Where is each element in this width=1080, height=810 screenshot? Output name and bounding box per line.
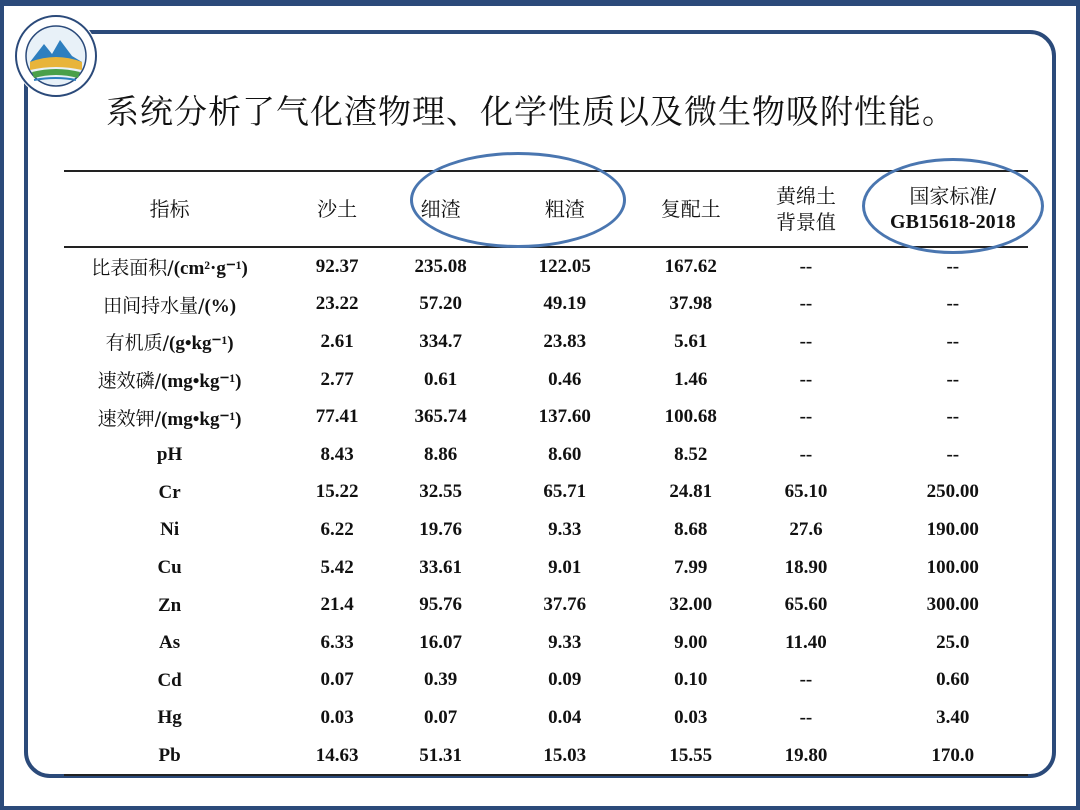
row-label (64, 586, 275, 624)
table-cell: 5.42 (320, 556, 354, 578)
table-cell: 24.81 (669, 481, 713, 503)
table-row (64, 737, 1028, 776)
table-cell: 190.00 (926, 518, 979, 540)
table-cell: -- (946, 406, 960, 428)
row-label-zh: 有机质/ (105, 332, 169, 355)
table-row (64, 361, 1028, 399)
table-cell: 16.07 (419, 631, 462, 653)
table-cell: 8.86 (424, 443, 458, 465)
row-label-zh: 速效钾/ (97, 407, 162, 430)
table-cell: 0.07 (424, 706, 458, 728)
header-fine-slag: 细渣 (399, 171, 482, 247)
header-indicator: 指标 (64, 171, 275, 247)
table-row (64, 549, 1028, 587)
table-row (64, 624, 1028, 662)
table-cell: 6.33 (320, 631, 354, 653)
table-row (64, 247, 1028, 286)
table-cell: 137.60 (538, 406, 591, 428)
header-loess-line1: 黄绵土 (775, 184, 836, 208)
table-cell: 32.00 (669, 594, 713, 616)
row-label-zh: 田间持水量/ (103, 294, 205, 317)
table-cell: 100.00 (926, 556, 979, 578)
table-row (64, 586, 1028, 624)
table-cell: 0.39 (424, 669, 458, 691)
row-label-en: Hg (157, 707, 182, 729)
table-row (64, 436, 1028, 474)
row-label (64, 662, 275, 700)
table-cell: 23.83 (543, 330, 587, 352)
row-label-en: pH (156, 444, 183, 466)
row-label (64, 436, 275, 474)
row-label-en: Cd (157, 669, 182, 691)
row-label-en: (mg•kg⁻¹) (161, 408, 242, 430)
table-cell: 2.61 (320, 330, 354, 352)
table-cell: 77.41 (315, 406, 359, 428)
row-label (64, 398, 275, 436)
row-label-en: As (159, 632, 181, 654)
table-cell: 170.0 (878, 737, 1028, 776)
table-cell: -- (946, 255, 960, 277)
table-cell: 57.20 (419, 293, 462, 315)
table-cell: -- (799, 293, 813, 315)
table-cell: 65.71 (543, 481, 587, 503)
table-row (64, 511, 1028, 549)
table-cell: 9.01 (548, 556, 582, 578)
table-cell: 65.10 (784, 481, 828, 503)
table-cell: 15.22 (315, 481, 359, 503)
row-label-en: Zn (157, 594, 182, 616)
table-cell: 235.08 (414, 255, 467, 277)
table-cell: 25.0 (936, 631, 970, 653)
row-label-en: Cr (158, 481, 181, 503)
table-row (64, 323, 1028, 361)
row-label (64, 624, 275, 662)
left-border-bar (0, 0, 4, 810)
row-label-zh: 速效磷/ (97, 370, 162, 393)
table-cell: 2.77 (320, 368, 354, 390)
header-sand: 沙土 (275, 171, 399, 247)
table-cell: 0.03 (320, 706, 354, 728)
highlight-ellipse-slag (410, 152, 626, 248)
table-cell: 8.52 (674, 443, 708, 465)
table-cell: 0.10 (674, 669, 708, 691)
table-cell: 6.22 (320, 518, 354, 540)
table-cell: 11.40 (785, 631, 827, 653)
table-cell: -- (799, 255, 813, 277)
table-cell: -- (946, 368, 960, 390)
table-cell: 8.43 (320, 443, 354, 465)
table-cell: -- (946, 443, 960, 465)
table-cell: 23.22 (315, 293, 359, 315)
row-label (64, 737, 275, 776)
table-cell: 18.90 (784, 556, 828, 578)
table-cell: 21.4 (320, 594, 354, 616)
header-standard-line1: 国家标准/ (909, 184, 997, 208)
table-cell: 14.63 (275, 737, 399, 776)
table-cell: 167.62 (664, 255, 717, 277)
top-border-bar (0, 0, 1080, 6)
right-border-bar (1076, 0, 1080, 810)
table-cell: -- (799, 330, 813, 352)
table-cell: -- (799, 443, 813, 465)
soil-properties-table (64, 170, 1028, 776)
table-cell: 32.55 (419, 481, 462, 503)
table-row (64, 398, 1028, 436)
table-cell: 0.07 (320, 669, 354, 691)
mountain-logo-icon (14, 14, 98, 98)
header-standard-line2: GB15618-2018 (890, 211, 1016, 233)
table-row (64, 474, 1028, 512)
row-label (64, 286, 275, 324)
table-cell: 9.33 (548, 631, 582, 653)
table-cell: 8.68 (674, 518, 708, 540)
table-cell: 19.80 (734, 737, 877, 776)
table-cell: 49.19 (543, 293, 587, 315)
table-cell: 100.68 (664, 406, 717, 428)
table-cell: -- (946, 330, 960, 352)
table-cell: 19.76 (419, 518, 462, 540)
table-cell: 7.99 (674, 556, 708, 578)
row-label-en: Pb (158, 745, 181, 767)
table-cell: -- (799, 406, 813, 428)
table-cell: -- (946, 293, 960, 315)
header-loess-background (734, 171, 877, 247)
row-label-en: Ni (160, 519, 180, 541)
table-cell: 8.60 (548, 443, 582, 465)
row-label (64, 511, 275, 549)
table-cell: 0.61 (424, 368, 458, 390)
table-cell: 65.60 (784, 594, 828, 616)
header-coarse-slag: 粗渣 (482, 171, 647, 247)
table-cell: 0.04 (548, 706, 582, 728)
table-cell: 250.00 (926, 481, 979, 503)
highlight-ellipse-standard (862, 158, 1044, 254)
table-cell: 92.37 (315, 255, 359, 277)
row-label (64, 699, 275, 737)
table-row (64, 699, 1028, 737)
table-cell: -- (799, 368, 813, 390)
header-loess-line2: 背景值 (775, 210, 836, 234)
bottom-border-bar (0, 806, 1080, 810)
table-row (64, 286, 1028, 324)
table-cell: 33.61 (419, 556, 462, 578)
table-cell: 334.7 (419, 330, 462, 352)
table-cell: 0.60 (936, 669, 970, 691)
row-label-en: Cu (157, 557, 182, 579)
table-cell: 95.76 (419, 594, 462, 616)
row-label-en: (cm²·g⁻¹) (173, 258, 248, 280)
table-cell: 15.55 (647, 737, 734, 776)
slide-title: 系统分析了气化渣物理、化学性质以及微生物吸附性能。 (106, 92, 956, 131)
table-cell: 5.61 (674, 330, 708, 352)
table-cell: 365.74 (414, 406, 467, 428)
table-cell: 122.05 (538, 255, 591, 277)
row-label-en: (mg•kg⁻¹) (161, 371, 242, 393)
table-cell: 0.09 (548, 669, 582, 691)
table-cell: 300.00 (926, 594, 979, 616)
row-label (64, 323, 275, 361)
table-row (64, 662, 1028, 700)
row-label-en: (g•kg⁻¹) (169, 333, 234, 355)
row-label-zh: 比表面积/ (91, 257, 174, 280)
row-label (64, 549, 275, 587)
table-cell: -- (799, 706, 813, 728)
table-cell: -- (799, 669, 813, 691)
table-cell: 3.40 (936, 706, 970, 728)
table-cell: 37.98 (669, 293, 713, 315)
table-cell: 0.46 (548, 368, 582, 390)
table-cell: 0.03 (674, 706, 708, 728)
header-compound-soil: 复配土 (647, 171, 734, 247)
row-label (64, 474, 275, 512)
table-cell: 1.46 (674, 368, 708, 390)
table-cell: 15.03 (482, 737, 647, 776)
table-cell: 27.6 (789, 518, 823, 540)
table-cell: 9.33 (548, 518, 582, 540)
row-label (64, 361, 275, 399)
table-cell: 51.31 (399, 737, 482, 776)
row-label (64, 247, 275, 286)
table-cell: 9.00 (674, 631, 708, 653)
table-cell: 37.76 (543, 594, 587, 616)
row-label-en: (%) (204, 295, 237, 317)
